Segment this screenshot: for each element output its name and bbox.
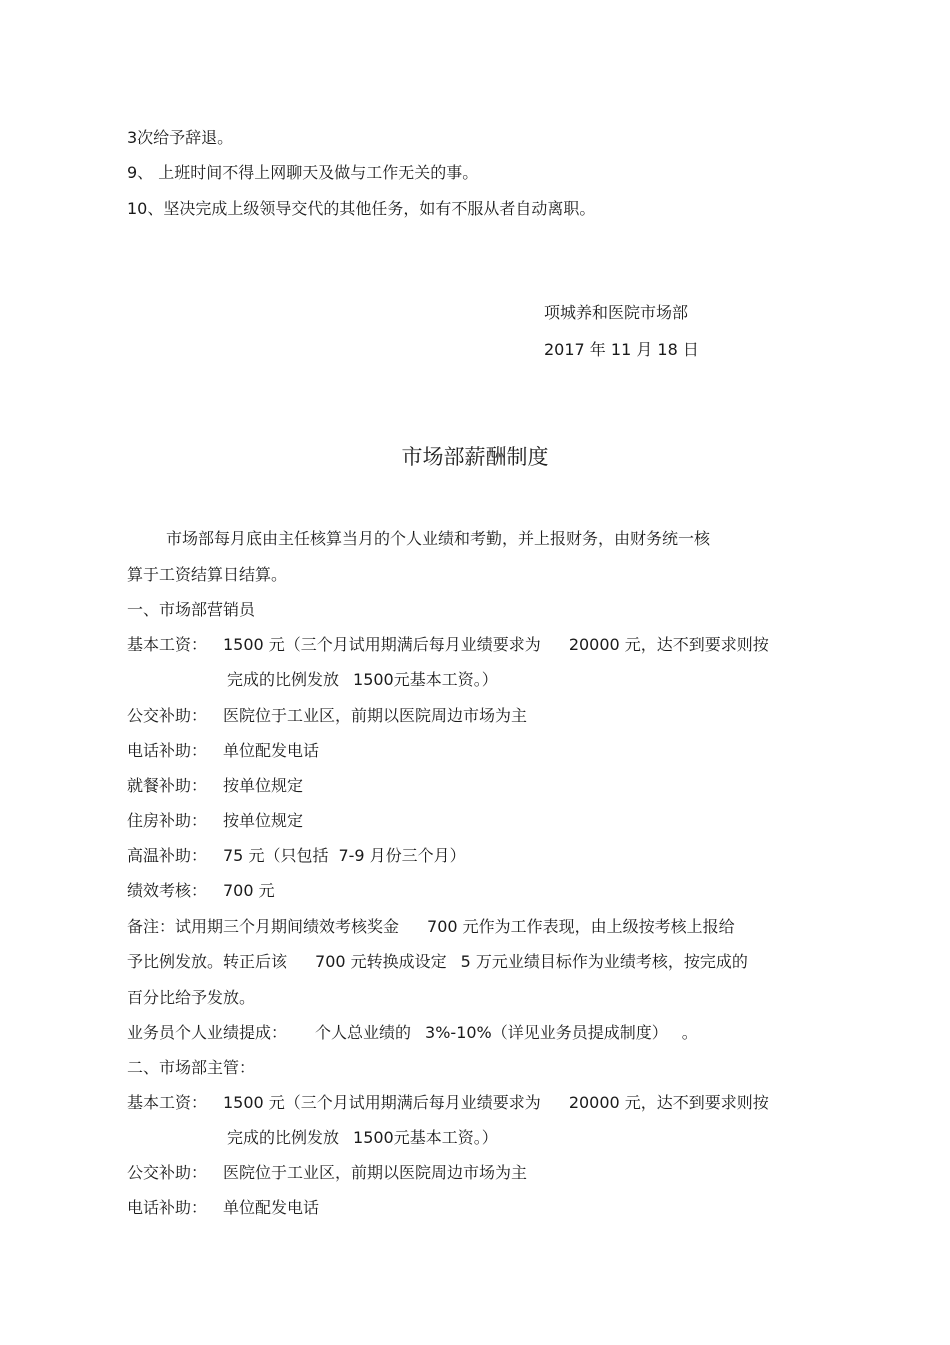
signature-date: 2017 年 11 月 18 日 [544, 340, 699, 359]
perf-row: 绩效考核： 700 元 [127, 881, 275, 900]
commission-row: 业务员个人业绩提成： 个人总业绩的 3%-10%（详见业务员提成制度） 。 [127, 1023, 698, 1042]
bus-row: 公交补助： 医院位于工业区，前期以医院周边市场为主 [127, 1163, 528, 1182]
rule-9: 9、 上班时间不得上网聊天及做与工作无关的事。 [127, 163, 479, 182]
note-line-3: 百分比给予发放。 [127, 988, 256, 1007]
house-row: 住房补助： 按单位规定 [127, 811, 304, 830]
bus-row: 公交补助： 医院位于工业区，前期以医院周边市场为主 [127, 706, 528, 725]
phone-row: 电话补助： 单位配发电话 [127, 1198, 320, 1217]
text-line: 3次给予辞退。 [127, 128, 234, 147]
salary-label: 基本工资： [127, 635, 208, 654]
intro-line-2: 算于工资结算日结算。 [127, 565, 288, 584]
phone-row: 电话补助： 单位配发电话 [127, 741, 320, 760]
note-line-1: 备注：试用期三个月期间绩效考核奖金 700 元作为工作表现，由上级按考核上报给 [127, 917, 735, 936]
signature-org: 项城养和医院市场部 [544, 303, 689, 322]
note-line-2: 予比例发放。转正后该 700 元转换成设定 5 万元业绩目标作为业绩考核，按完成的 [127, 952, 748, 971]
meal-row: 就餐补助： 按单位规定 [127, 776, 304, 795]
salary-row-cont: 完成的比例发放 1500元基本工资。） [227, 1128, 498, 1147]
section-heading-supervisor: 二、市场部主管： [127, 1058, 256, 1077]
intro-line-1: 市场部每月底由主任核算当月的个人业绩和考勤，并上报财务，由财务统一核 [166, 529, 711, 548]
salary-row: 基本工资： 1500 元（三个月试用期满后每月业绩要求为 20000 元，达不到要求则按 [127, 635, 769, 654]
rule-10: 10、坚决完成上级领导交代的其他任务，如有不服从者自动离职。 [127, 199, 596, 218]
heat-row: 高温补助： 75 元（只包括 7-9 月份三个月） [127, 846, 466, 865]
salary-row: 基本工资： 1500 元（三个月试用期满后每月业绩要求为 20000 元，达不到要求则按 [127, 1093, 769, 1112]
section-heading-sales: 一、市场部营销员 [127, 600, 256, 619]
page-title: 市场部薪酬制度 [401, 445, 549, 469]
salary-row-cont: 完成的比例发放 1500元基本工资。） [227, 670, 498, 689]
